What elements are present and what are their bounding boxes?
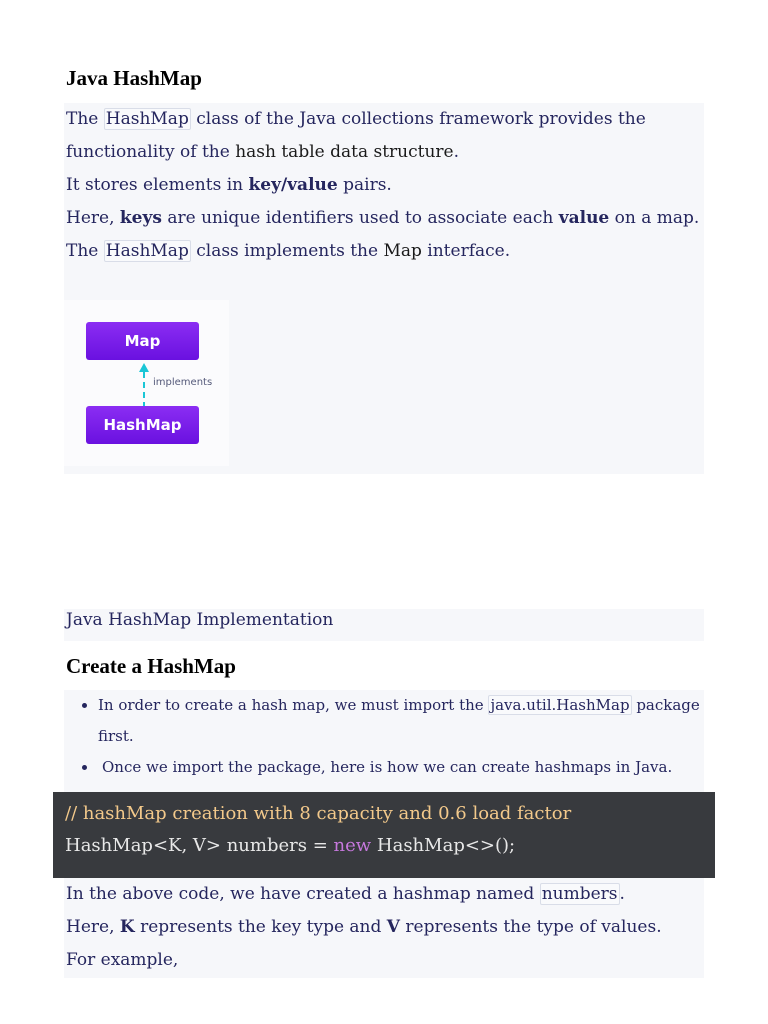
code-block — [53, 792, 715, 878]
text: on a map. — [609, 208, 700, 228]
explanation-paragraph-3: For example, — [66, 950, 179, 970]
bullets-panel — [64, 690, 704, 792]
text: Here, — [66, 208, 120, 228]
implementation-caption: Java HashMap Implementation — [66, 610, 334, 630]
code-text: HashMap<K, V> numbers = — [65, 835, 334, 856]
implements-label: implements — [153, 377, 213, 388]
code-comment-line: // hashMap creation with 8 capacity and 0.6 load factor — [65, 803, 572, 824]
implements-diagram — [64, 300, 229, 466]
bold-keys: keys — [119, 208, 162, 228]
map-node: Map — [86, 322, 199, 360]
explanation-panel — [64, 878, 704, 978]
inline-code-hashmap: HashMap — [105, 241, 189, 261]
text: class of the Java collections framework provides the functionality of the — [66, 109, 646, 162]
text: The — [66, 109, 104, 129]
arrow-head-icon — [139, 363, 149, 372]
bold-k: K — [119, 917, 135, 937]
code-text: HashMap<>(); — [371, 835, 516, 856]
text: represents the type of values. — [400, 917, 662, 937]
explanation-text — [64, 878, 704, 977]
hashmap-node: HashMap — [86, 406, 199, 444]
heading-create-hashmap: Create a HashMap — [66, 654, 236, 678]
bullet-list — [64, 690, 704, 783]
implementation-caption-panel — [64, 609, 704, 641]
link-map[interactable]: Map — [383, 241, 422, 261]
bullet-item-import — [98, 690, 704, 752]
text: Here, — [66, 917, 120, 937]
bold-v: V — [386, 917, 400, 937]
intro-paragraph-4 — [66, 235, 704, 268]
explanation-paragraph-2 — [66, 911, 704, 944]
explanation-paragraph-1 — [66, 878, 704, 911]
heading-java-hashmap: Java HashMap — [66, 66, 202, 90]
text: . — [453, 142, 460, 162]
text: The — [66, 241, 104, 261]
text: class implements the — [190, 241, 384, 261]
text: represents the key type and — [134, 917, 387, 937]
dashed-arrow-line — [143, 372, 145, 408]
bold-value: value — [558, 208, 610, 228]
link-hash-table[interactable]: hash table data structure — [235, 142, 454, 162]
intro-panel — [64, 103, 704, 474]
intro-text — [64, 103, 704, 268]
text: interface. — [421, 241, 511, 261]
text: pairs. — [337, 175, 392, 195]
text: . — [619, 884, 625, 904]
text: package first. — [98, 696, 700, 745]
bullet-item-create: • Once we import the package, here is how we can create hashmaps in Java. — [98, 752, 704, 783]
code-keyword-new: new — [333, 835, 372, 856]
inline-code-java-util-hashmap: java.util.HashMap — [490, 696, 630, 714]
intro-paragraph-2 — [66, 169, 704, 202]
text: In the above code, we have created a hashmap named — [66, 884, 540, 904]
code-line-2 — [65, 830, 715, 862]
inline-code-numbers: numbers — [541, 884, 618, 904]
inline-code-hashmap: HashMap — [105, 109, 189, 129]
intro-paragraph-1 — [66, 103, 704, 169]
bold-key-value: key/value — [248, 175, 338, 195]
text: are unique identifiers used to associate each — [161, 208, 559, 228]
text: It stores elements in — [66, 175, 249, 195]
text: In order to create a hash map, we must import the — [98, 696, 489, 714]
intro-paragraph-3 — [66, 202, 704, 235]
